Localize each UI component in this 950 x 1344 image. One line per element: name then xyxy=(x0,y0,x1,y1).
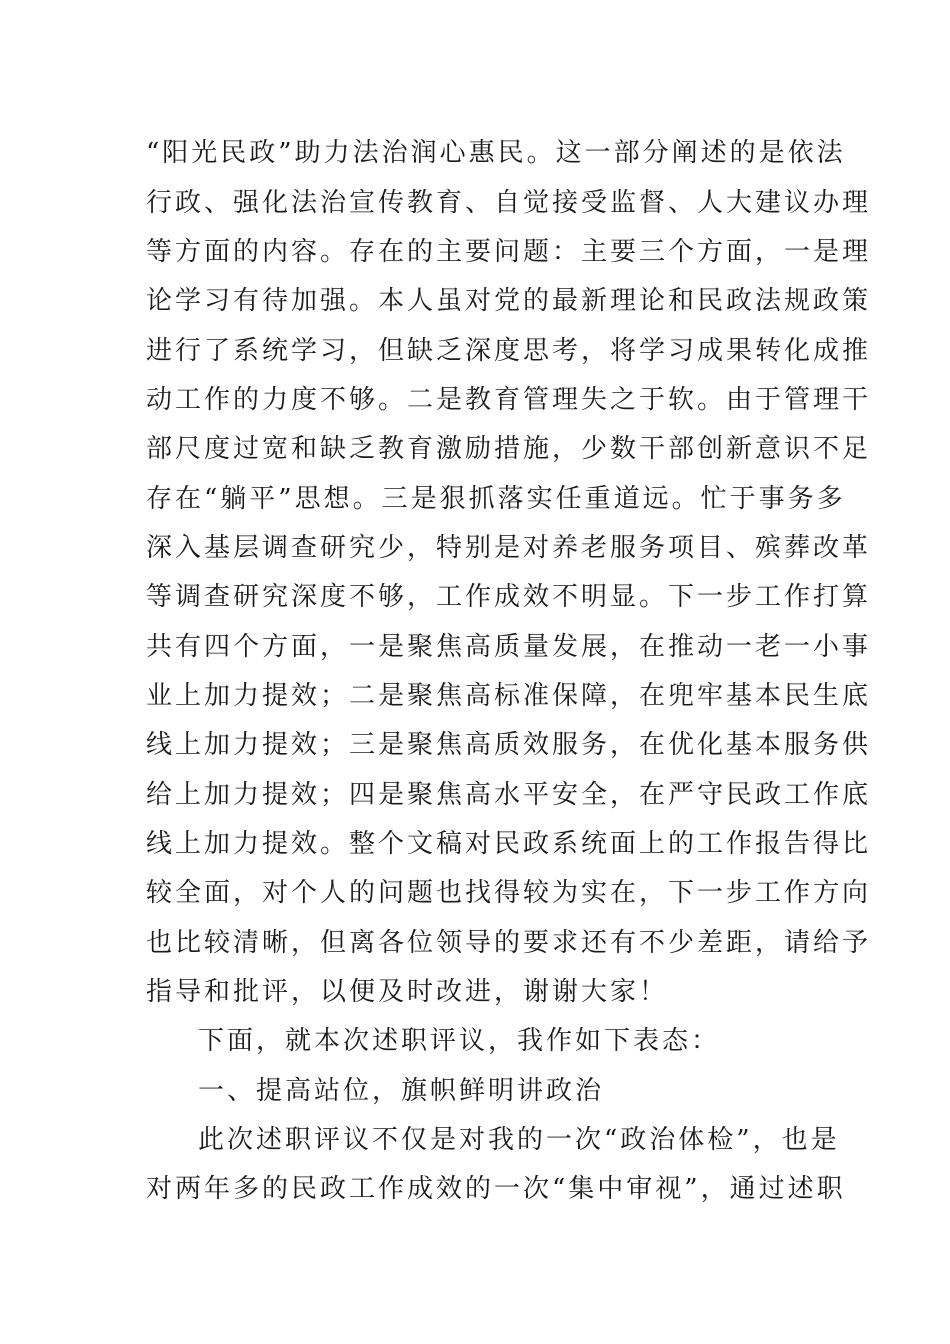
text-line: 也比较清晰，但离各位领导的要求还有不少差距，请给予 xyxy=(146,928,872,958)
text-line: 论学习有待加强。本人虽对党的最新理论和民政法规政策 xyxy=(146,286,872,316)
section-heading: 一、提高站位，旗帜鲜明讲政治 xyxy=(198,1076,605,1106)
text-line: 此次述职评议不仅是对我的一次“政治体检”，也是 xyxy=(198,1125,840,1155)
text-line: 等调查研究深度不够，工作成效不明显。下一步工作打算 xyxy=(146,582,872,612)
text-line: 存在“躺平”思想。三是狠抓落实任重道远。忙于事务多 xyxy=(146,484,846,514)
text-line: 共有四个方面，一是聚焦高质量发展，在推动一老一小事 xyxy=(146,632,872,662)
text-line: 指导和批评，以便及时改进，谢谢大家！ xyxy=(146,977,669,1007)
text-line: 业上加力提效；二是聚焦高标准保障，在兜牢基本民生底 xyxy=(146,681,872,711)
text-line: 部尺度过宽和缺乏教育激励措施，少数干部创新意识不足 xyxy=(146,434,872,464)
text-line: 较全面，对个人的问题也找得较为实在，下一步工作方向 xyxy=(146,878,872,908)
text-line: 给上加力提效；四是聚焦高水平安全，在严守民政工作底 xyxy=(146,780,872,810)
text-line: 线上加力提效。整个文稿对民政系统面上的工作报告得比 xyxy=(146,829,872,859)
text-line: 进行了系统学习，但缺乏深度思考，将学习成果转化成推 xyxy=(146,336,872,366)
text-line: 行政、强化法治宣传教育、自觉接受监督、人大建议办理 xyxy=(146,188,872,218)
text-line: “阳光民政”助力法治润心惠民。这一部分阐述的是依法 xyxy=(146,138,846,168)
text-line: 对两年多的民政工作成效的一次“集中审视”，通过述职 xyxy=(146,1174,846,1204)
text-line: 深入基层调查研究少，特别是对养老服务项目、殡葬改革 xyxy=(146,533,872,563)
text-line: 下面，就本次述职评议，我作如下表态： xyxy=(198,1026,721,1056)
text-line: 线上加力提效；三是聚焦高质效服务，在优化基本服务供 xyxy=(146,730,872,760)
text-line: 等方面的内容。存在的主要问题：主要三个方面，一是理 xyxy=(146,237,872,267)
text-line: 动工作的力度不够。二是教育管理失之于软。由于管理干 xyxy=(146,385,872,415)
